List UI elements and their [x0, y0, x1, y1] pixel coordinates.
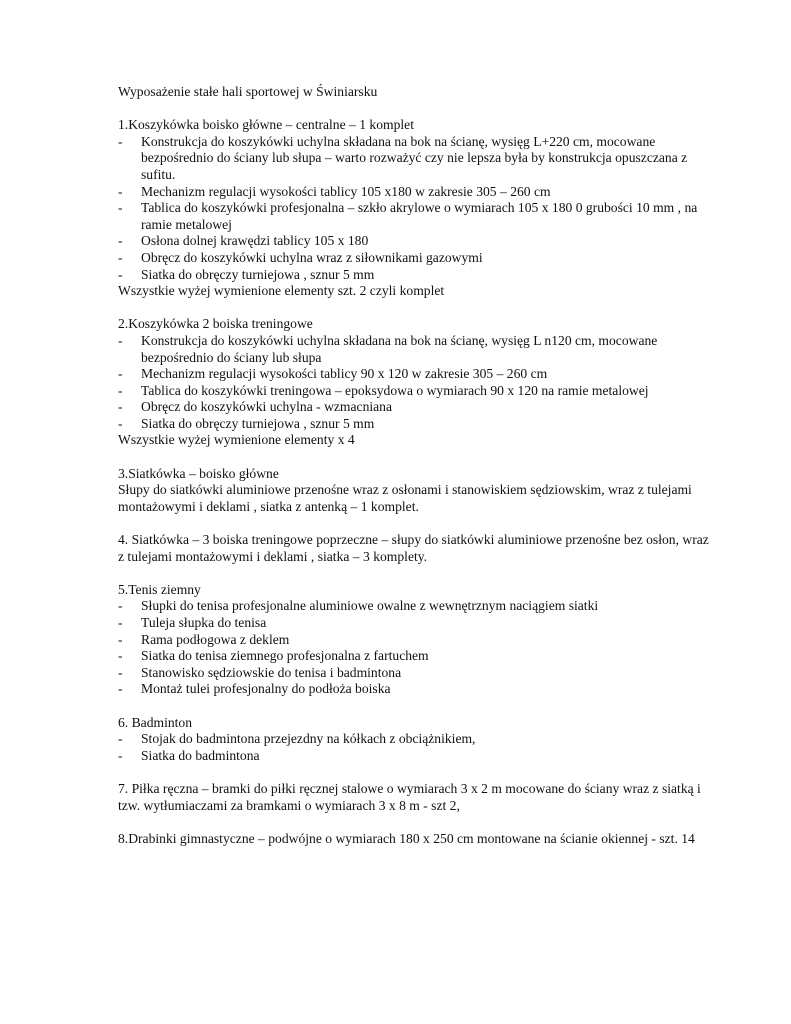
- document-title: Wyposażenie stałe hali sportowej w Świniarsku: [118, 84, 378, 99]
- section-4-paragraph: 4. Siatkówka – 3 boiska treningowe poprzeczne – słupy do siatkówki aluminiowe przenośne bez osłon, wraz z tulejami montażowymi i deklami , siatka – 3 komplety.: [118, 532, 709, 564]
- list-item: - Stojak do badmintona przejezdny na kółkach z obciążnikiem,: [118, 731, 476, 747]
- list-item: - Konstrukcja do koszykówki uchylna składana na bok na ścianę, wysięg L+220 cm, mocowane bezpośrednio do ściany lub słupa – warto rozważyć czy nie lepsza była by konstrukcja opuszczana z sufitu.: [118, 133, 688, 182]
- list-item: - Konstrukcja do koszykówki uchylna składana na bok na ścianę, wysięg L n120 cm, mocowane bezpośrednio do ściany lub słupa: [118, 332, 658, 365]
- section-1-heading: 1.Koszykówka boisko główne – centralne – 1 komplet: [118, 117, 414, 133]
- list-item: - Tuleja słupka do tenisa: [118, 615, 267, 630]
- list-item: - Mechanizm regulacji wysokości tablicy 105 x180 w zakresie 305 – 260 cm: [118, 183, 551, 199]
- section-1-footer: Wszystkie wyżej wymienione elementy szt. 2 czyli komplet: [118, 283, 445, 299]
- list-item: - Siatka do obręczy turniejowa , sznur 5 mm: [118, 266, 375, 282]
- section-2-footer: Wszystkie wyżej wymienione elementy x 4: [118, 432, 355, 448]
- section-3-paragraph: Słupy do siatkówki aluminiowe przenośne wraz z osłonami i stanowiskiem sędziowskim, wraz z tulejami montażowymi i deklami , siatka z antenką – 1 komplet.: [118, 482, 692, 514]
- list-item: - Tablica do koszykówki profesjonalna – szkło akrylowe o wymiarach 105 x 180 0 grubości 10 mm , na ramie metalowej: [118, 200, 698, 232]
- list-item: - Siatka do tenisa ziemnego profesjonalna z fartuchem: [118, 648, 429, 664]
- list-item: - Tablica do koszykówki treningowa – epoksydowa o wymiarach 90 x 120 na ramie metalowej: [118, 382, 649, 398]
- list-item: - Montaż tulei profesjonalny do podłoża boiska: [118, 681, 391, 697]
- section-6-heading: 6. Badminton: [118, 714, 193, 730]
- list-item: - Słupki do tenisa profesjonalne aluminiowe owalne z wewnętrznym naciągiem siatki: [118, 598, 599, 614]
- section-5-heading: 5.Tenis ziemny: [118, 581, 201, 597]
- section-8-paragraph: 8.Drabinki gimnastyczne – podwójne o wymiarach 180 x 250 cm montowane na ścianie okiennej - szt. 14: [118, 830, 695, 846]
- section-2-heading: 2.Koszykówka 2 boiska treningowe: [118, 316, 313, 332]
- list-item: - Obręcz do koszykówki uchylna - wzmacniana: [118, 399, 393, 415]
- document-page: [118, 84, 718, 847]
- list-item: - Siatka do badmintona: [118, 747, 260, 763]
- list-item: - Rama podłogowa z deklem: [118, 631, 290, 647]
- list-item: - Mechanizm regulacji wysokości tablicy 90 x 120 w zakresie 305 – 260 cm: [118, 366, 548, 382]
- list-item: - Osłona dolnej krawędzi tablicy 105 x 180: [118, 233, 369, 249]
- list-item: - Siatka do obręczy turniejowa , sznur 5 mm: [118, 415, 375, 431]
- list-item: - Stanowisko sędziowskie do tenisa i badmintona: [118, 664, 402, 680]
- list-item: - Obręcz do koszykówki uchylna wraz z siłownikami gazowymi: [118, 249, 483, 265]
- section-3-heading: 3.Siatkówka – boisko główne: [118, 465, 279, 481]
- section-7-paragraph: 7. Piłka ręczna – bramki do piłki ręcznej stalowe o wymiarach 3 x 2 m mocowane do ściany wraz z siatką i tzw. wytłumiaczami za bramkami o wymiarach 3 x 8 m - szt 2,: [118, 780, 701, 813]
